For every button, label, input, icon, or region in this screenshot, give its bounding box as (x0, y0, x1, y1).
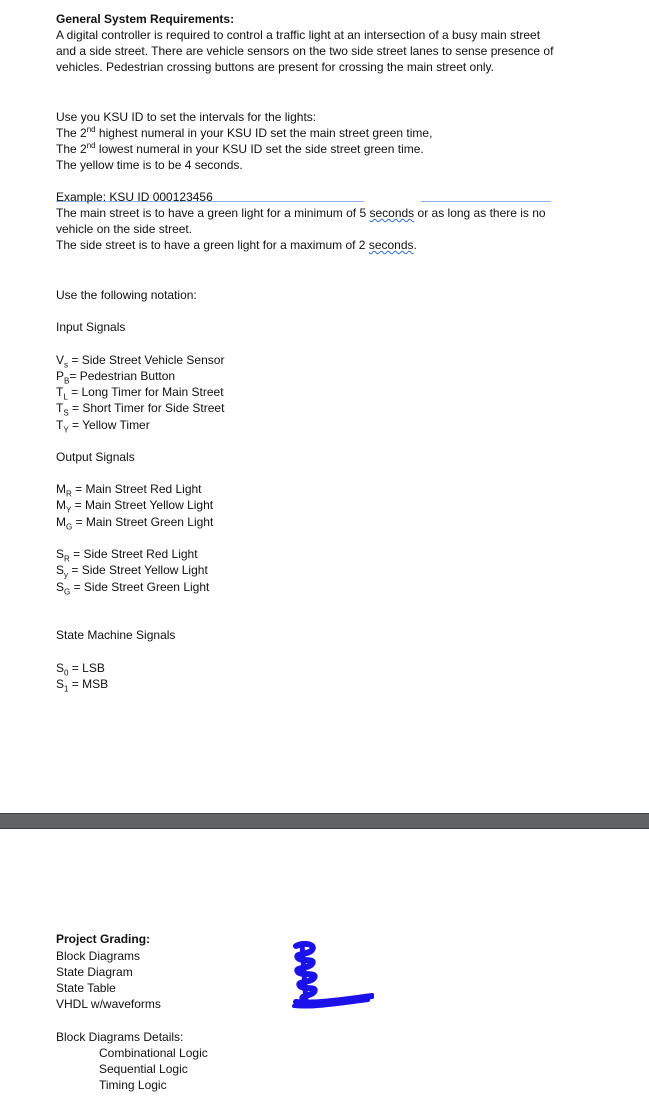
grading-heading: Project Grading: (56, 932, 151, 946)
input-ts: $T_S$ = Short Timer for Side Street (56, 401, 225, 418)
output-signals-heading: Output Signals (56, 450, 135, 464)
ksu-intro: Use you KSU ID to set the intervals for the lights: (56, 110, 317, 124)
grading-item: State Diagram (56, 965, 133, 979)
input-signals-heading: Input Signals (56, 320, 126, 334)
input-pb: $P_B=$ Pedestrian Button (56, 369, 176, 386)
example-underline-right (421, 201, 551, 202)
example-main-line: The main street is to have a green light for a minimum of 5 seconds or as long as there is no (56, 206, 546, 220)
yellow-time-rule: The yellow time is to be 4 seconds. (56, 158, 243, 172)
grading-item: VHDL w/waveforms (56, 997, 161, 1011)
requirements-line-1: A digital controller is required to control a traffic light at an intersection of a busy main street (56, 28, 541, 42)
example-side-line: The side street is to have a green light for a maximum of 2 seconds. (56, 238, 417, 252)
input-vs: $V_s$ = Side Street Vehicle Sensor (56, 353, 225, 370)
details-item: Sequential Logic (99, 1062, 188, 1076)
input-ty: $T_Y$ = Yellow Timer (56, 418, 150, 435)
redaction-scribble (282, 940, 374, 1020)
state-s0: $S_0$ = LSB (56, 661, 105, 678)
grading-item: Block Diagrams (56, 949, 141, 963)
requirements-line-3: vehicles. Pedestrian crossing buttons are present for crossing the main street only. (56, 60, 494, 74)
requirements-heading: General System Requirements: (56, 12, 235, 26)
details-item: Timing Logic (99, 1078, 167, 1092)
state-s1: $S_1$ = MSB (56, 677, 109, 694)
output-sy: $S_y$ = Side Street Yellow Light (56, 563, 208, 580)
output-mg: $M_G$ = Main Street Green Light (56, 515, 214, 532)
example-id: Example: KSU ID 000123456 (56, 190, 213, 204)
details-item: Combinational Logic (99, 1046, 208, 1060)
output-sg: $S_G$ = Side Street Green Light (56, 580, 210, 597)
input-tl: $T_L$ = Long Timer for Main Street (56, 385, 224, 402)
requirements-line-2: and a side street. There are vehicle sensors on the two side street lanes to sense presence of (56, 44, 554, 58)
example-main-cont: vehicle on the side street. (56, 222, 193, 236)
main-green-rule: The 2nd highest numeral in your KSU ID set the main street green time, (56, 125, 433, 140)
output-sr: $S_R$ = Side Street Red Light (56, 547, 198, 564)
state-machine-heading: State Machine Signals (56, 628, 176, 642)
grading-item: State Table (56, 981, 116, 995)
details-heading: Block Diagrams Details: (56, 1030, 184, 1044)
output-my: $M_Y$ = Main Street Yellow Light (56, 498, 214, 515)
output-mr: $M_R$ = Main Street Red Light (56, 482, 202, 499)
notation-heading: Use the following notation: (56, 288, 197, 302)
side-green-rule: The 2nd lowest numeral in your KSU ID set the side street green time. (56, 141, 424, 156)
page-break (0, 813, 649, 829)
